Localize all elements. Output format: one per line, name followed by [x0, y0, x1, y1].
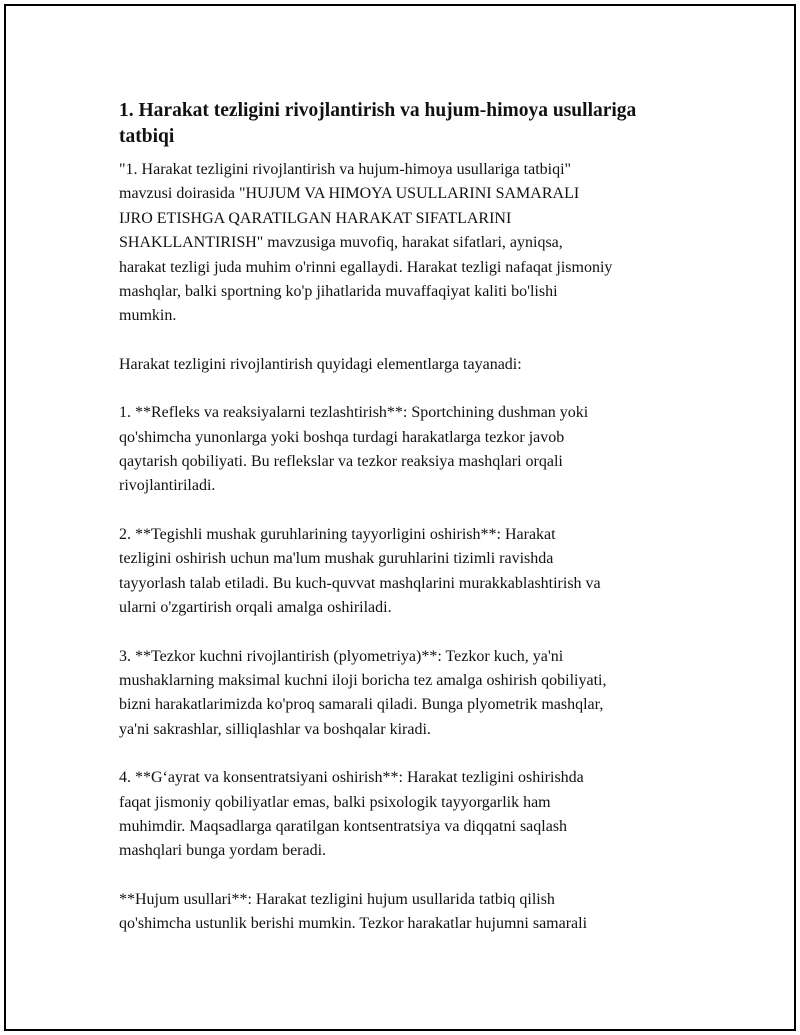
text-line: mashqlar, balki sportning ko'p jihatlarida muvaffaqiyat kaliti bo'lishi — [119, 283, 558, 301]
text-line: ya'ni sakrashlar, silliqlashlar va boshqalar kiradi. — [119, 720, 431, 738]
list-item-concentration — [119, 766, 699, 864]
text-line: mumkin. — [119, 307, 177, 325]
text-line: tezligini oshirish uchun ma'lum mushak guruhlarini tizimli ravishda — [119, 550, 554, 568]
text-line: "1. Harakat tezligini rivojlantirish va hujum-himoya usullariga tatbiqi" — [119, 161, 572, 178]
text-line: qo'shimcha yunonlarga yoki boshqa turdagi harakatlarga tezkor javob — [119, 428, 565, 446]
text-line: 3. **Tezkor kuchni rivojlantirish (plyometriya)**: Tezkor kuch, ya'ni — [119, 647, 564, 665]
text-line: Harakat tezligini rivojlantirish quyidagi elementlarga tayanadi: — [119, 355, 522, 373]
document-page — [4, 4, 796, 1031]
text-line: 2. **Tegishli mushak guruhlarining tayyorligini oshirish**: Harakat — [119, 525, 556, 543]
text-line: 4. **G‘ayrat va konsentratsiyani oshirish**: Harakat tezligini oshirishda — [119, 769, 584, 787]
text-line: bizni harakatlarimizda ko'proq samarali qiladi. Bunga plyometrik mashqlar, — [119, 696, 604, 714]
text-line: mavzusi doirasida "HUJUM VA HIMOYA USULLARINI SAMARALI — [119, 185, 580, 203]
text-line: ularni o'zgartirish orqali amalga oshiriladi. — [119, 599, 392, 617]
document-title — [119, 98, 699, 150]
text-line: SHAKLLANTIRISH" mavzusiga muvofiq, harakat sifatlari, ayniqsa, — [119, 234, 563, 252]
text-line: harakat tezligi juda muhim o'rinni egallaydi. Harakat tezligi nafaqat jismoniy — [119, 258, 613, 276]
list-item-muscle-groups — [119, 523, 699, 621]
document-body — [119, 98, 699, 961]
text-line: mushaklarning maksimal kuchni iloji boricha tez amalga oshirish qobiliyati, — [119, 671, 607, 689]
list-item-plyometrics — [119, 645, 699, 743]
text-line: rivojlantiriladi. — [119, 477, 216, 495]
text-line: qo'shimcha ustunlik berishi mumkin. Tezkor harakatlar hujumni samarali — [119, 915, 588, 933]
attack-methods-paragraph — [119, 888, 699, 937]
title-line: tatbiqi — [119, 126, 175, 147]
elements-lead-paragraph — [119, 353, 699, 377]
title-line: 1. Harakat tezligini rivojlantirish va hujum-himoya usullariga — [119, 100, 637, 121]
text-line: faqat jismoniy qobiliyatlar emas, balki psixologik tayyorgarlik ham — [119, 793, 551, 811]
text-line: qaytarish qobiliyati. Bu reflekslar va tezkor reaksiya mashqlari orqali — [119, 453, 563, 471]
text-line: IJRO ETISHGA QARATILGAN HARAKAT SIFATLARINI — [119, 209, 512, 227]
list-item-reflexes — [119, 401, 699, 499]
text-line: 1. **Refleks va reaksiyalarni tezlashtirish**: Sportchining dushman yoki — [119, 404, 589, 422]
intro-paragraph — [119, 158, 699, 329]
text-line: muhimdir. Maqsadlarga qaratilgan kontsentratsiya va diqqatni saqlash — [119, 817, 568, 835]
text-line: **Hujum usullari**: Harakat tezligini hujum usullarida tatbiq qilish — [119, 890, 555, 908]
text-line: mashqlari bunga yordam beradi. — [119, 842, 327, 860]
text-line: tayyorlash talab etiladi. Bu kuch-quvvat mashqlarini murakkablashtirish va — [119, 574, 601, 592]
